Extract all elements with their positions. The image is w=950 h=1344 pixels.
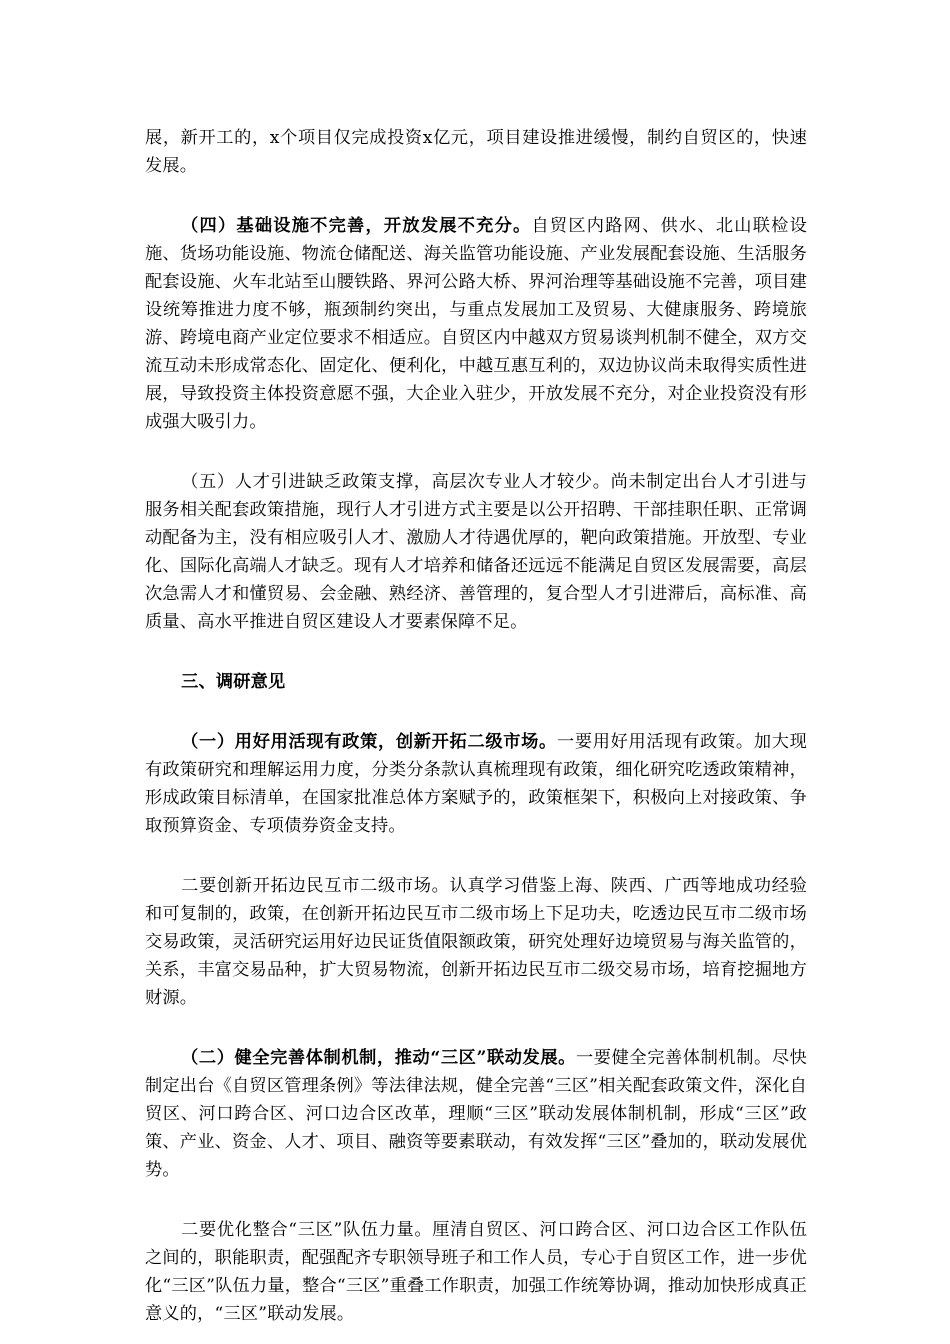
paragraph-text: 自贸区内路网、供水、北山联检设施、货场功能设施、物流仓储配送、海关监管功能设施、产业发展配套设施、生活服务配套设施、火车北站至山腰铁路、界河公路大桥、界河治理等基础设施不完善，项目建设统筹推进力度不够，瓶颈制约突出，与重点发展加工及贸易、大健康服务、跨境旅游、跨境电商产业定位要求不相适应。自贸区内中越双方贸易谈判机制不健全，双方交流互动未形成常态化、固定化、便利化，中越互惠互利的，双边协议尚未取得实质性进展，导致投资主体投资意愿不强，大企业入驻少，开放发展不充分，对企业投资没有形成强大吸引力。 [145, 216, 807, 432]
paragraph-lead: （二）健全完善体制机制，推动“三区”联动发展。 [181, 1048, 576, 1068]
paragraph-text: （五）人才引进缺乏政策支撑，高层次专业人才较少。尚未制定出台人才引进与服务相关配套政策措施，现行人才引进方式主要是以公开招聘、干部挂职任职、正常调动配备为主，没有相应吸引人才、激励人才待遇优厚的，靶向政策措施。开放型、专业化、国际化高端人才缺乏。现有人才培养和储备还远远不能满足自贸区发展需要，高层次急需人才和懂贸易、会金融、熟经济、善管理的，复合型人才引进滞后，高标准、高质量、高水平推进自贸区建设人才要素保障不足。 [145, 472, 807, 632]
paragraph-lead: （一）用好用活现有政策，创新开拓二级市场。 [181, 732, 557, 752]
paragraph-lead: （四）基础设施不完善，开放发展不充分。 [181, 216, 532, 236]
paragraph-section-5 [145, 468, 807, 636]
document-body [145, 124, 807, 1328]
paragraph-text: 二要创新开拓边民互市二级市场。认真学习借鉴上海、陕西、广西等地成功经验和可复制的，政策，在创新开拓边民互市二级市场上下足功夫，吃透边民互市二级市场交易政策，灵活研究运用好边民证货值限额政策，研究处理好边境贸易与海关监管的，关系，丰富交易品种，扩大贸易物流，创新开拓边民互市二级交易市场，培育挖掘地方财源。 [145, 876, 807, 1008]
paragraph-opinion-1 [145, 728, 807, 840]
paragraph-opinion-1-part-2 [145, 872, 807, 1012]
paragraph-section-4 [145, 212, 807, 436]
paragraph-opinion-2-part-2 [145, 1216, 807, 1328]
paragraph-text: 一要用好用活现有政策。加大现有政策研究和理解运用力度，分类分条款认真梳理现有政策，细化研究吃透政策精神，形成政策目标清单，在国家批准总体方案赋予的，政策框架下，积极向上对接政策、争取预算资金、专项债券资金支持。 [145, 732, 807, 836]
paragraph-text: 二要优化整合“三区”队伍力量。厘清自贸区、河口跨合区、河口边合区工作队伍之间的，职能职责，配强配齐专职领导班子和工作人员，专心于自贸区工作，进一步优化“三区”队伍力量，整合“三区”重叠工作职责，加强工作统筹协调，推动加快形成真正意义的，“三区”联动发展。 [145, 1220, 807, 1324]
paragraph-opinion-2 [145, 1044, 807, 1184]
heading-text: 三、调研意见 [181, 672, 286, 692]
paragraph-text: 一要健全完善体制机制。尽快制定出台《自贸区管理条例》等法律法规，健全完善“三区”相关配套政策文件，深化自贸区、河口跨合区、河口边合区改革，理顺“三区”联动发展体制机制，形成“三区”政策、产业、资金、人才、项目、融资等要素联动，有效发挥“三区”叠加的，联动发展优势。 [145, 1048, 808, 1180]
paragraph-text: 展，新开工的，x个项目仅完成投资x亿元，项目建设推进缓慢，制约自贸区的，快速发展。 [145, 128, 807, 176]
paragraph-continuation [145, 124, 807, 180]
section-heading [145, 668, 807, 696]
